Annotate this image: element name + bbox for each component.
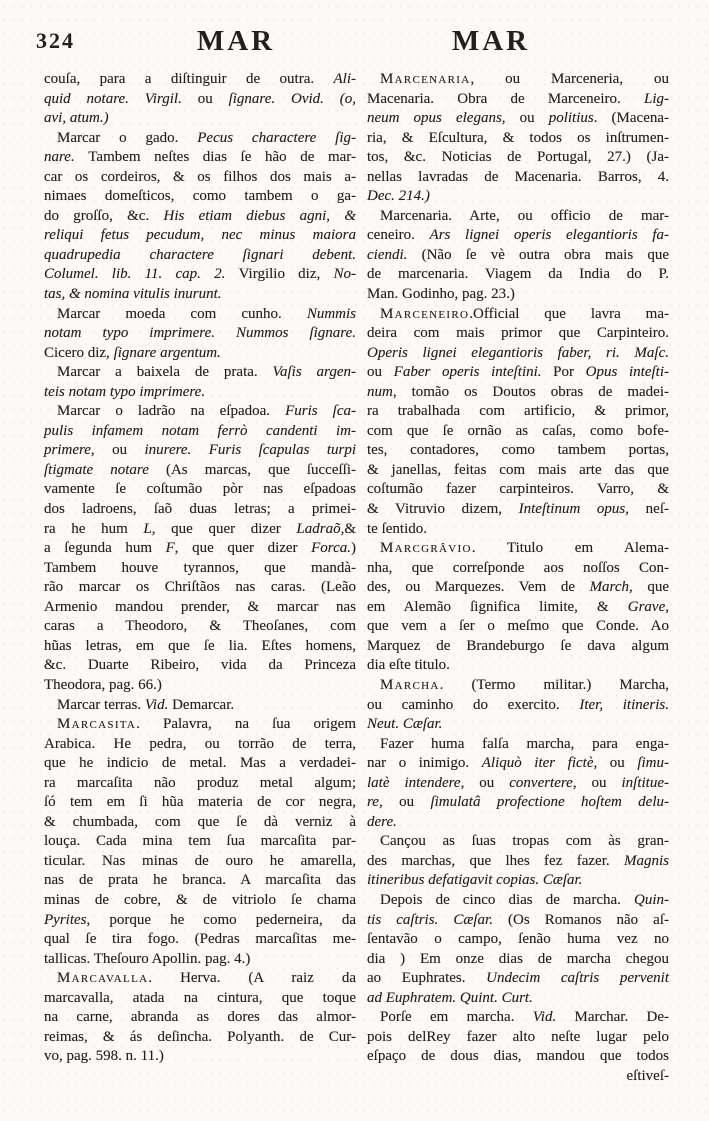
text-run: couſa, para a diſtinguir de outra. [44,71,334,87]
text-line [44,1008,356,1028]
text-line [44,696,356,716]
text-line [44,90,356,110]
text-run: ou caminho do exercito. [367,696,580,713]
text-run: dia ) Em onze dias de marcha chegou [367,950,669,967]
text-run: Macenaria. Obra de Marceneiro. [367,90,644,107]
text-run: & janellas, feitas com mais arte das que [367,461,669,478]
text-line [44,774,356,794]
text-run: que he indicio de metal. Mas a verdadei- [44,755,356,772]
text-run: Tambem neſtes dias ſe hão de mar- [88,149,356,166]
text-line [367,1028,669,1048]
text-line [44,813,356,833]
text-line [367,852,669,872]
text-run: pulis infamem notam ferrò candenti im- [44,422,356,439]
text-run: Ars lignei operis elegantioris fa- [429,227,669,244]
text-run: . Herva. (A raiz da [148,970,356,987]
text-run: Man. Godinho, pag. 23.) [367,286,515,303]
text-run: ra he hum [44,520,144,537]
text-run: Vaſis argen- [272,364,356,381]
text-line [44,285,356,305]
text-line [44,265,356,285]
text-line [367,539,669,559]
page-number: 324 [36,28,75,53]
text-run: a ſegunda hum [44,540,166,557]
text-line [44,187,356,207]
text-line [367,129,669,149]
text-run: , ou [501,110,549,127]
text-line [367,285,669,305]
text-line [44,578,356,598]
text-run: minas de cobre, & de vitriolo ſe chama [44,891,356,908]
text-line [367,911,669,931]
text-run: Depois de cinco dias de marcha. [380,891,634,908]
text-run: Faber operis inteſtini. [393,364,542,381]
text-column-left [44,70,356,1086]
text-run: Marchar. De- [556,1009,670,1026]
text-run: Neut. Cæſar. [367,716,443,733]
text-run: ra marcaſita não produz metal algum; [44,774,356,791]
text-run: latè intendere [367,774,461,791]
text-run: ſó tem em ſi hũa materia de cor negra, [44,794,356,811]
text-line [367,480,669,500]
text-run: Nummis [306,305,356,322]
text-line [367,1047,669,1067]
text-line [44,1047,356,1067]
text-line [44,852,356,872]
text-run: nare. [44,149,89,166]
text-run: , [665,598,669,615]
text-run: , ou [572,774,622,791]
text-line [367,696,669,716]
text-run: Marcar o ladrão na eſpadoa. [57,403,286,420]
text-run: coſtumão fazer carpinteiros. Varro, & [367,481,669,498]
text-line [44,656,356,676]
text-run: ſimu- [637,755,670,772]
text-line [367,578,669,598]
text-line [367,793,669,813]
text-run: rão marcar os Chriſtãos nas caras. (Leão [44,579,356,596]
text-run: com que ſe ornão as caſas, como bofe- [367,422,669,439]
running-header-right: MAR [451,25,531,57]
text-run: Marcenaria [380,71,471,87]
text-line [44,344,356,364]
text-run: des marchas, que lhes fez fazer. [367,852,624,869]
text-line [44,129,356,149]
text-column-right [367,70,669,1086]
text-run: em Alemão ſignifica limite, & [367,598,628,615]
text-run: tis caſtris. Cæſar. [367,911,509,928]
text-run: car os cordeiros, & os filhos dos mais a- [44,168,356,185]
text-line [367,754,669,774]
text-line [367,676,669,696]
text-line [367,226,669,246]
text-run: Marcgrâvio [380,540,472,557]
text-run: na carne, abranda as dores das almor- [44,1009,356,1026]
text-line [367,90,669,110]
text-run: Marcasita [57,716,137,733]
text-run: quadrupedia charactere ſignari debent. [44,246,356,263]
text-line [367,617,669,637]
text-line [44,754,356,774]
text-run: , que quer dizer [151,520,297,537]
text-run: vo, pag. 598. n. 11.) [44,1048,164,1065]
text-run: ſignare. Ovid. (o, [228,90,357,107]
text-run: Tambem houve tyrannos, que mandà- [44,559,356,576]
text-run: Vid. [532,1009,557,1026]
text-run: Undecim caſtris pervenit [486,970,669,987]
text-run: Marcavalla [57,970,149,987]
text-run: que vem a ſer o meſmo que Conde. Ao [367,618,669,635]
text-line [44,226,356,246]
text-run: Armenio mandou prender, & marcar nas [44,598,356,615]
text-run: dia eſte titulo. [367,657,450,674]
text-run: tas, & nomina vitulis inurunt. [44,286,222,303]
text-line [44,950,356,970]
text-run: Virgilio diz, [238,266,334,283]
text-run: convertere [509,774,573,791]
text-run: ſtigmate notare [44,461,166,478]
text-run: Cicero diz, [44,344,114,361]
text-run: Marcar a baixela de prata. [57,364,273,381]
text-run: avi, atum.) [44,110,109,127]
text-run: hũas letras, em que ſe lia. Eſtes homens, [44,637,356,654]
text-line [44,911,356,931]
text-run: quid notare. Virgil. [44,90,198,107]
text-line [367,461,669,481]
text-line [367,871,669,891]
text-run: , ou [593,755,638,772]
text-line [44,148,356,168]
text-run: Ali- [333,71,356,87]
text-line [44,793,356,813]
text-line [367,950,669,970]
text-run: ao Euphrates. [367,970,487,987]
text-line [367,559,669,579]
text-line [44,461,356,481]
text-line [367,930,669,950]
text-run: ticular. Nas minas de ouro he amarella, [44,852,356,869]
text-run: Marcar terras. [57,696,145,713]
text-run: ſentavão o campo, ſenão huma vez no [367,931,669,948]
text-run: eſtiveſ- [626,1067,669,1084]
text-line [44,168,356,188]
text-line [367,305,669,325]
text-line [367,715,669,735]
text-run: des, ou Marquezes. Vem de [367,579,590,596]
text-run: Porſe em marcha. [380,1009,533,1026]
text-line [367,168,669,188]
text-run: Lig- [643,90,669,107]
text-line [44,969,356,989]
text-line [367,402,669,422]
text-line [367,148,669,168]
text-run: ) [351,540,356,557]
text-run: notam typo imprimere. Nummos ſignare. [44,325,356,342]
text-run: qual ſe tira fogo. (Pedras marcaſitas me- [44,931,356,948]
text-run: , tomão os Doutos obras de madei- [392,383,669,400]
text-line [44,559,356,579]
text-line [44,832,356,852]
text-run: te ſentido. [367,520,427,537]
text-run: , ou [460,774,510,791]
text-run: itineribus defatigavit copias. Cæſar. [367,872,583,889]
text-line [367,520,669,540]
text-line [44,305,356,325]
text-line [367,774,669,794]
text-run: Iter, itineris. [579,696,669,713]
text-run: reimas, & ás deſincha. Polyanth. de Cur- [44,1028,356,1045]
text-line [44,422,356,442]
text-line [367,441,669,461]
text-run: ria, & Eſcultura, & todos os inſtrumen- [367,129,669,146]
text-run: Fazer huma falſa marcha, para enga- [380,735,669,752]
text-line [44,70,356,90]
text-line [367,891,669,911]
text-line [44,480,356,500]
text-run: ciendi. [367,246,422,263]
text-run: neum opus elegans [367,110,502,127]
text-line [367,344,669,364]
text-run: ſimulatâ profectione hoſtem delu- [430,794,670,811]
text-line [367,1008,669,1028]
text-run: .Official que lavra ma- [469,305,669,322]
text-run: inſtitue- [621,774,670,791]
text-line [44,1028,356,1048]
text-line [44,891,356,911]
text-line [367,735,669,755]
text-run: Pyrites [44,911,87,928]
text-run: tallicas. Theſouro Apollin. pag. 4.) [44,950,251,967]
text-run: marcavalla, atada na cintura, que toque [44,989,356,1006]
text-line [44,324,356,344]
text-run: Pecus charactere ſig- [197,129,356,146]
text-line [44,207,356,227]
text-run: inurere. Furis ſcapulas turpi [144,442,357,459]
text-run: nas de prata he branca. A marcaſita das [44,872,356,889]
text-run: Inteſtinum opus [518,501,626,518]
text-run: Opus inteſti- [585,364,669,381]
text-line [367,187,669,207]
text-run: , que [629,579,669,596]
text-line [367,656,669,676]
text-run: . Palavra, na ſua origem [136,716,356,733]
text-run: (Os Romanos não aſ- [508,911,670,928]
text-run: ou [367,364,394,381]
text-run: Aliquò iter fictè [481,755,594,772]
text-run: , ou [378,794,431,811]
text-line [44,500,356,520]
text-run: Dec. 214.) [367,188,430,205]
text-run: caras a Theodoro, & Theoſanes, com [44,618,356,635]
text-run: Forca. [311,540,351,557]
text-line [44,871,356,891]
text-line [44,109,356,129]
running-header-left: MAR [196,25,276,57]
text-run: Quin- [634,891,669,908]
text-line [44,617,356,637]
text-line [367,969,669,989]
text-line [44,520,356,540]
text-run: Marcar o gado. [57,129,198,146]
text-run: ad Euphratem. Quint. Curt. [367,989,533,1006]
text-line [367,598,669,618]
text-line [44,598,356,618]
text-run: dos ladroens, ſaõ duas letras; a primei- [44,501,356,518]
text-line [44,402,356,422]
text-line [367,246,669,266]
text-run: tes, contadores, como tambem portas, [367,442,669,459]
text-run: ſignare argentum. [113,344,221,361]
text-run: , que quer dizer [174,540,312,557]
text-run: eſpaço de dous dias, mandou que todos [367,1048,669,1065]
text-run: reliqui fetus pecudum, nec minus maiora [44,227,356,244]
text-line [44,989,356,1009]
text-run: No- [333,266,356,283]
text-run: Marcar moeda com cunho. [57,305,307,322]
text-run: Ladraõ [296,520,341,537]
text-run: Demarcar. [168,696,235,713]
text-run: ceneiro. [367,227,430,244]
text-run: Columel. lib. 11. cap. 2. [44,266,239,283]
text-line [367,500,669,520]
text-run: Furis ſca- [285,403,357,420]
text-run: Marceneiro [380,305,470,322]
text-run: Vid. [144,696,169,713]
text-columns [44,70,669,1086]
text-run: vamente ſe coſtumão pòr nas eſpadoas [44,481,356,498]
text-run: de marcenaria. Viagem da India do P. [367,266,669,283]
text-run: politius [548,110,594,127]
text-run: . (Macena- [593,110,669,127]
text-run: ,& [340,520,356,537]
text-run: deira com mais primor que Carpinteiro. [367,325,669,342]
text-line [44,637,356,657]
text-line [44,676,356,696]
text-run: dere. [367,813,397,830]
text-run: (Não ſe vè outra obra mais que [421,246,669,263]
text-line [367,422,669,442]
text-run: Operis lignei elegantioris faber, ri. Maſc. [367,344,669,361]
text-run: teis notam typo imprimere. [44,383,206,400]
text-run: ou [112,442,145,459]
text-run: , ou Marceneria, ou [470,71,669,87]
text-line [44,441,356,461]
text-run: nellas lavradas de Macenaria. Barros, 4. [367,168,669,185]
text-run: louça. Cada mina tem ſua marcaſita par- [44,833,356,850]
text-run: primere, [44,442,113,459]
text-run: , neſ- [625,501,669,518]
text-run: nha, que correſponde aos noſſos Con- [367,559,669,576]
text-run: His etiam diebus agni, & [163,207,356,224]
text-line [367,324,669,344]
text-run: L [143,520,152,537]
text-run: & Vitruvio dizem, [367,501,519,518]
text-run: tos, &c. Noticias de Portugal, 27.) (Ja- [367,149,669,166]
text-run: Cançou as ſuas tropas com às gran- [380,833,669,850]
text-run: , porque he como pederneira, da [86,911,356,928]
text-line [44,715,356,735]
text-run: Arabica. He pedra, ou torrão de terra, [44,735,356,752]
text-run: num [367,383,393,400]
text-run: . (Termo militar.) Marcha, [439,676,669,693]
text-line [367,70,669,90]
text-line [44,246,356,266]
text-run: Por [541,364,586,381]
text-run: nar o inimigo. [367,755,482,772]
text-line [367,813,669,833]
text-line [44,363,356,383]
text-run: F [165,540,175,557]
text-line [367,207,669,227]
text-run: nimaes domeſticos, como tambem o ga- [44,188,356,205]
text-line [367,637,669,657]
text-line [367,109,669,129]
text-line [367,832,669,852]
text-line [44,735,356,755]
text-run: . Titulo em Alema- [471,540,669,557]
text-run: Marquez de Brandeburgo ſe dava algum [367,637,669,654]
text-line [44,383,356,403]
text-run: &c. Duarte Ribeiro, vida da Princeza [44,657,356,674]
text-run: March [589,579,629,596]
text-run: do groſſo, &c. [44,207,164,224]
text-run: pois delRey fazer alto neſte lugar pelo [367,1028,669,1045]
text-line [44,539,356,559]
text-run: (As marcas, que ſucceſſi- [165,461,356,478]
text-run: ou [197,90,229,107]
text-line [367,265,669,285]
text-line [367,989,669,1009]
text-run: Theodora, pag. 66.) [44,676,162,693]
text-run: & chumbada, com que ſe dà verniz à [44,813,356,830]
text-line [367,1067,669,1087]
text-line [367,383,669,403]
text-line [44,930,356,950]
text-run: Grave [627,598,666,615]
text-run: re [367,794,379,811]
text-run: Marcha [380,676,440,693]
text-run: ra trabalhada com artificio, & primor, [367,403,669,420]
text-run: Marcenaria. Arte, ou officio de mar- [380,207,669,224]
text-line [367,363,669,383]
text-run: Magnis [624,852,669,869]
